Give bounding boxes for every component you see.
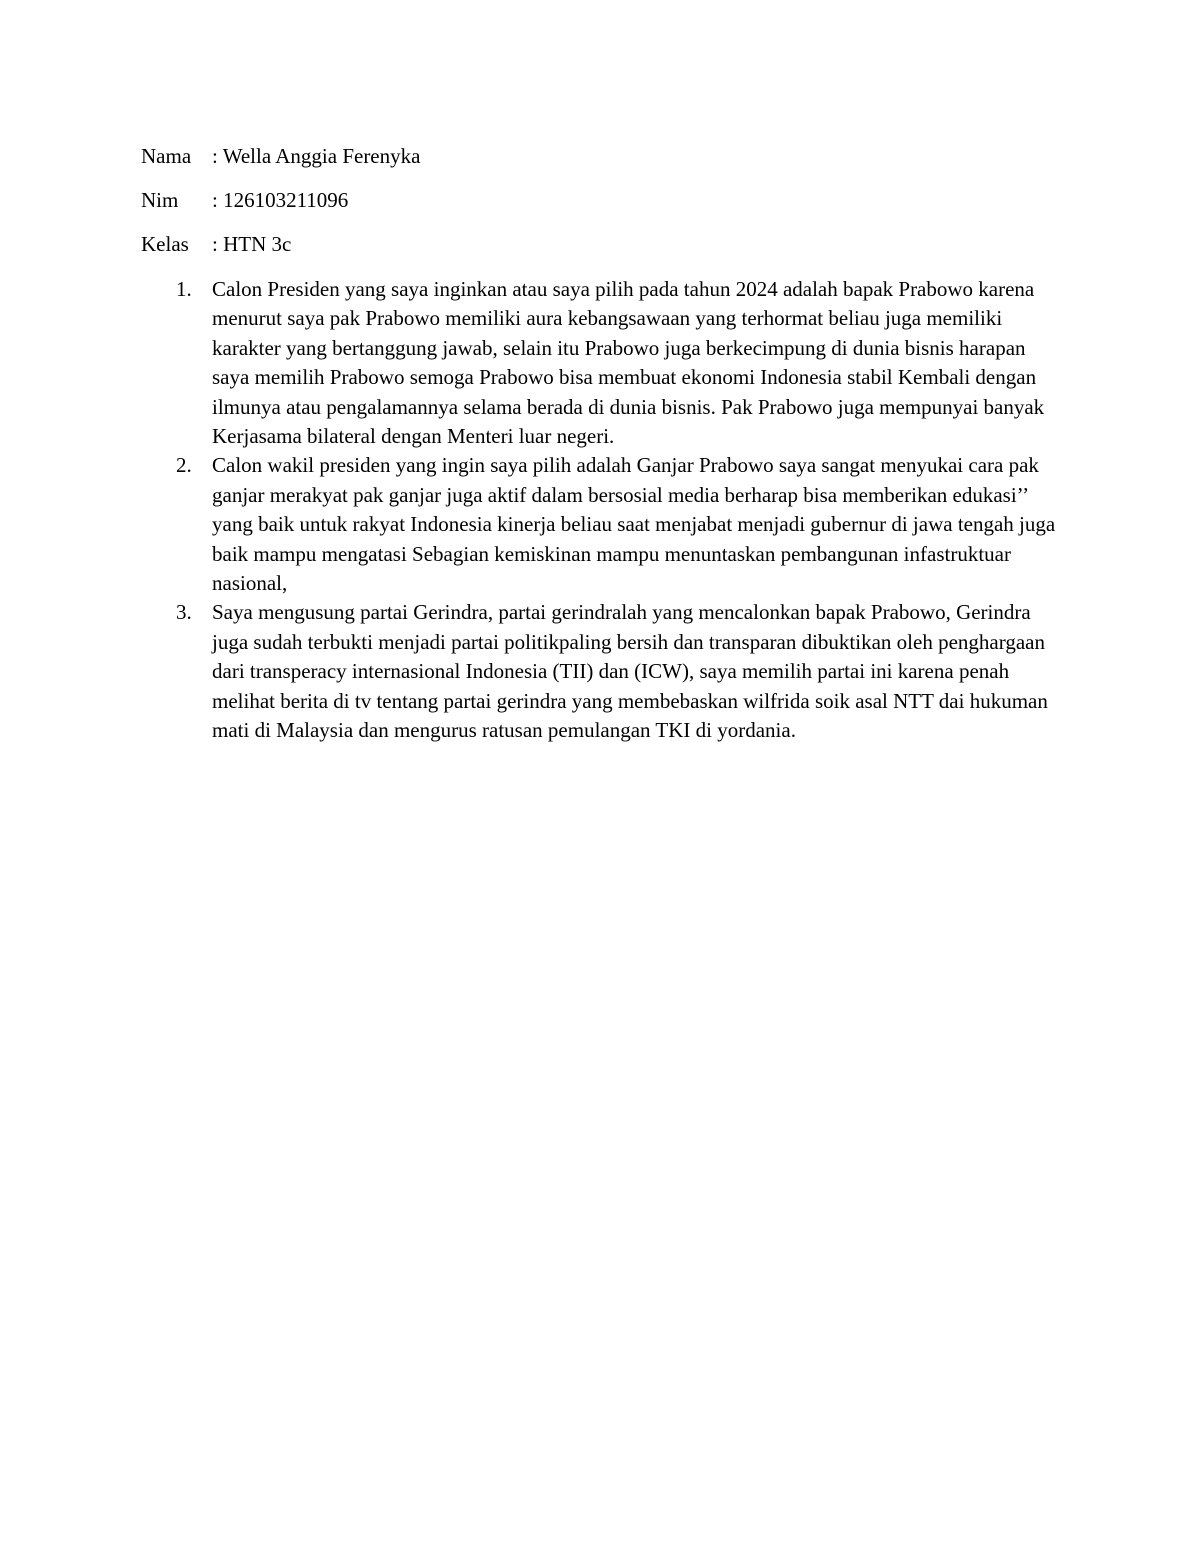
answer-number-3: 3. <box>176 600 192 625</box>
field-row-nim <box>141 184 1061 228</box>
field-value-nama: : Wella Anggia Ferenyka <box>212 144 421 168</box>
answer-text-2: Calon wakil presiden yang ingin saya pilih adalah Ganjar Prabowo saya sangat menyukai cara pak ganjar merakyat pak ganjar juga aktif dalam bersosial media berharap bisa memberikan edukasi’’ yang baik untuk rakyat Indonesia kinerja beliau saat menjabat menjadi gubernur di jawa tengah juga baik mampu mengatasi Sebagian kemiskinan mampu menuntaskan pembangunan infastruktuar nasional, <box>212 453 1056 596</box>
answer-text-3: Saya mengusung partai Gerindra, partai gerindralah yang mencalonkan bapak Prabowo, Gerindra juga sudah terbukti menjadi partai politikpaling bersih dan transparan dibuktikan oleh penghargaan dari transperacy internasional Indonesia (TII) dan (ICW), saya memilih partai ini karena penah melihat berita di tv tentang partai gerindra yang membebaskan wilfrida soik asal NTT dai hukuman mati di Malaysia dan mengurus ratusan pemulangan TKI di yordania. <box>212 600 1048 743</box>
answer-list <box>141 275 1061 746</box>
answer-item-1 <box>141 275 1061 451</box>
field-value-kelas: : HTN 3c <box>212 232 292 256</box>
field-row-nama <box>141 140 1061 184</box>
field-label-kelas: Kelas <box>141 232 189 256</box>
answer-number-2: 2. <box>176 453 192 478</box>
answer-number-1: 1. <box>176 277 192 301</box>
field-label-nama: Nama <box>141 144 192 168</box>
field-label-nim: Nim <box>141 188 179 212</box>
answer-item-3 <box>141 598 1061 745</box>
field-value-nim: : 126103211096 <box>212 188 349 212</box>
answer-text-1: Calon Presiden yang saya inginkan atau saya pilih pada tahun 2024 adalah bapak Prabowo karena menurut saya pak Prabowo memiliki aura kebangsawaan yang terhormat beliau juga memiliki karakter yang bertanggung jawab, selain itu Prabowo juga berkecimpung di dunia bisnis harapan saya memilih Prabowo semoga Prabowo bisa membuat ekonomi Indonesia stabil Kembali dengan ilmunya atau pengalamannya selama berada di dunia bisnis. Pak Prabowo juga mempunyai banyak Kerjasama bilateral dengan Menteri luar negeri. <box>212 277 1045 449</box>
student-info <box>141 140 1061 272</box>
answer-item-2 <box>141 451 1061 598</box>
field-row-kelas <box>141 228 1061 272</box>
